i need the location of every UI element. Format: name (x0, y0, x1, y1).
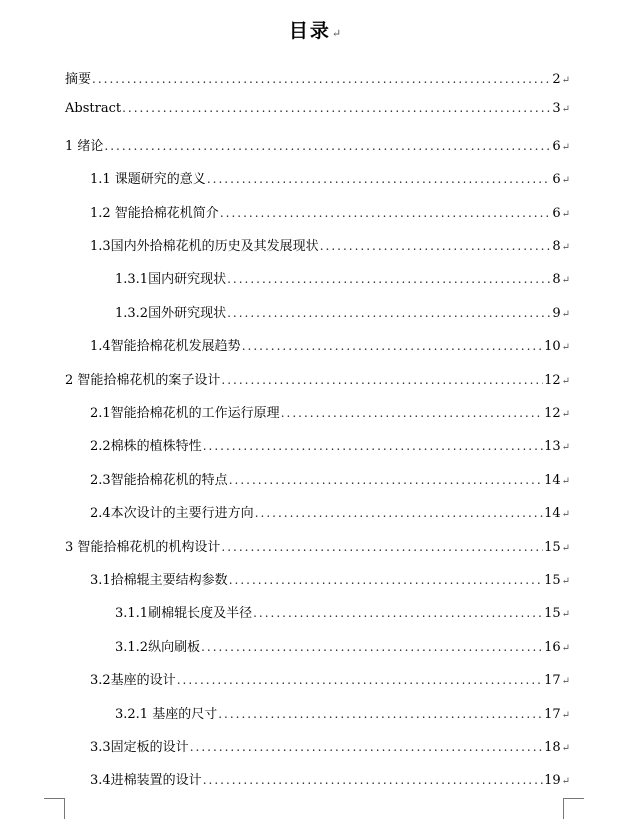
toc-entry[interactable] (115, 602, 570, 621)
toc-entry-page: 3 (552, 101, 561, 116)
toc-entry-label: 3.1.2纵向刷板 (115, 640, 201, 655)
paragraph-mark-icon: ↵ (561, 442, 570, 453)
toc-leader-dots (255, 506, 543, 520)
toc-leader-dots (92, 72, 551, 86)
toc-entry-label: Abstract (65, 101, 122, 116)
paragraph-mark-icon: ↵ (561, 609, 570, 620)
toc-entry[interactable] (90, 435, 570, 454)
toc-entry-label: 1.3.1国内研究现状 (115, 272, 227, 287)
toc-leader-dots (320, 239, 552, 253)
paragraph-mark-icon: ↵ (561, 104, 570, 115)
toc-entry[interactable] (65, 68, 570, 87)
toc-leader-dots (229, 573, 543, 587)
toc-entry-page: 12 (544, 406, 561, 421)
toc-entry[interactable] (65, 135, 570, 154)
toc-entry-page: 13 (544, 439, 561, 454)
paragraph-mark-icon: ↵ (331, 27, 344, 40)
toc-entry[interactable] (90, 502, 570, 521)
toc-leader-dots (221, 540, 543, 554)
toc-entry[interactable] (90, 168, 570, 187)
toc-leader-dots (227, 306, 551, 320)
paragraph-mark-icon: ↵ (561, 342, 570, 353)
paragraph-mark-icon: ↵ (561, 743, 570, 754)
paragraph-mark-icon: ↵ (561, 75, 570, 86)
toc-entry[interactable] (90, 335, 570, 354)
toc-entry-page: 8 (552, 239, 561, 254)
toc-entry-label: 3.1.1刷棉辊长度及半径 (115, 606, 253, 621)
toc-entry-page: 10 (544, 339, 561, 354)
toc-entry-page: 17 (544, 707, 561, 722)
toc-entry-page: 6 (552, 206, 561, 221)
toc-leader-dots (177, 673, 543, 687)
toc-entry[interactable] (90, 235, 570, 254)
page-corner-mark-left (44, 798, 65, 819)
toc-entry-label: 摘要 (65, 72, 92, 87)
toc-entry-label: 3.2基座的设计 (90, 673, 176, 688)
toc-leader-dots (229, 473, 543, 487)
toc-entry-label: 2.4本次设计的主要行进方向 (90, 506, 254, 521)
toc-entry-label: 3.4进棉装置的设计 (90, 773, 202, 788)
toc-title-text: 目录 (288, 20, 331, 42)
paragraph-mark-icon: ↵ (561, 275, 570, 286)
toc-entry-label: 1.3国内外拾棉花机的历史及其发展现状 (90, 239, 319, 254)
toc-leader-dots (203, 773, 543, 787)
toc-entry-page: 15 (544, 573, 561, 588)
toc-entry-page: 17 (544, 673, 561, 688)
toc-entry-page: 18 (544, 740, 561, 755)
paragraph-mark-icon: ↵ (561, 676, 570, 687)
toc-entry[interactable] (65, 536, 570, 555)
toc-entry-label: 1.4智能拾棉花机发展趋势 (90, 339, 241, 354)
toc-leader-dots (227, 272, 551, 286)
toc-entry[interactable] (115, 268, 570, 287)
paragraph-mark-icon: ↵ (561, 710, 570, 721)
toc-entry[interactable] (65, 369, 570, 388)
toc-entry[interactable] (90, 469, 570, 488)
paragraph-mark-icon: ↵ (561, 376, 570, 387)
toc-entry[interactable] (90, 669, 570, 688)
toc-leader-dots (281, 406, 543, 420)
paragraph-mark-icon: ↵ (561, 476, 570, 487)
toc-entry[interactable] (90, 202, 570, 221)
toc-entry[interactable] (90, 736, 570, 755)
toc-entry[interactable] (90, 402, 570, 421)
toc-entry-label: 3 智能拾棉花机的机构设计 (65, 540, 221, 555)
paragraph-mark-icon: ↵ (561, 242, 570, 253)
toc-title (0, 16, 632, 43)
toc-leader-dots (221, 373, 543, 387)
toc-entry-page: 6 (552, 172, 561, 187)
toc-entry-page: 8 (552, 272, 561, 287)
toc-entry[interactable] (65, 101, 570, 116)
toc-leader-dots (218, 707, 543, 721)
paragraph-mark-icon: ↵ (561, 543, 570, 554)
toc-leader-dots (104, 139, 551, 153)
toc-entry-page: 16 (544, 640, 561, 655)
toc-leader-dots (220, 206, 552, 220)
toc-entry-page: 14 (544, 506, 561, 521)
paragraph-mark-icon: ↵ (561, 409, 570, 420)
toc-entry-label: 2.2棉株的植株特性 (90, 439, 202, 454)
toc-leader-dots (207, 172, 552, 186)
toc-entry-label: 2 智能拾棉花机的案子设计 (65, 373, 221, 388)
toc-leader-dots (201, 640, 543, 654)
paragraph-mark-icon: ↵ (561, 175, 570, 186)
toc-leader-dots (122, 101, 551, 115)
toc-entry-label: 3.1拾棉辊主要结构参数 (90, 573, 228, 588)
toc-entry-label: 2.1智能拾棉花机的工作运行原理 (90, 406, 280, 421)
toc-leader-dots (203, 439, 543, 453)
page-corner-mark-right (563, 798, 584, 819)
toc-entry-page: 2 (552, 72, 561, 87)
toc-entry-label: 3.3固定板的设计 (90, 740, 189, 755)
toc-entry-page: 19 (544, 773, 561, 788)
toc-entry-page: 6 (552, 139, 561, 154)
toc-entry[interactable] (115, 302, 570, 321)
toc-leader-dots (242, 339, 543, 353)
toc-entry-page: 9 (552, 306, 561, 321)
paragraph-mark-icon: ↵ (561, 776, 570, 787)
paragraph-mark-icon: ↵ (561, 643, 570, 654)
toc-entry-label: 1 绪论 (65, 139, 104, 154)
paragraph-mark-icon: ↵ (561, 576, 570, 587)
toc-leader-dots (190, 740, 543, 754)
toc-entry-label: 3.2.1 基座的尺寸 (115, 707, 218, 722)
paragraph-mark-icon: ↵ (561, 509, 570, 520)
paragraph-mark-icon: ↵ (561, 309, 570, 320)
toc-entry-label: 1.1 课题研究的意义 (90, 172, 206, 187)
toc-entry-page: 12 (544, 373, 561, 388)
toc-entry[interactable] (90, 769, 570, 788)
toc-entry-page: 15 (544, 540, 561, 555)
toc-entry-label: 2.3智能拾棉花机的特点 (90, 473, 228, 488)
toc-entry-page: 14 (544, 473, 561, 488)
toc-entry[interactable] (90, 569, 570, 588)
toc-entry-label: 1.2 智能拾棉花机简介 (90, 206, 219, 221)
toc-entry-page: 15 (544, 606, 561, 621)
paragraph-mark-icon: ↵ (561, 209, 570, 220)
toc-entry-label: 1.3.2国外研究现状 (115, 306, 227, 321)
toc-entry[interactable] (115, 703, 570, 722)
paragraph-mark-icon: ↵ (561, 142, 570, 153)
toc-entry[interactable] (115, 636, 570, 655)
toc-leader-dots (253, 606, 543, 620)
